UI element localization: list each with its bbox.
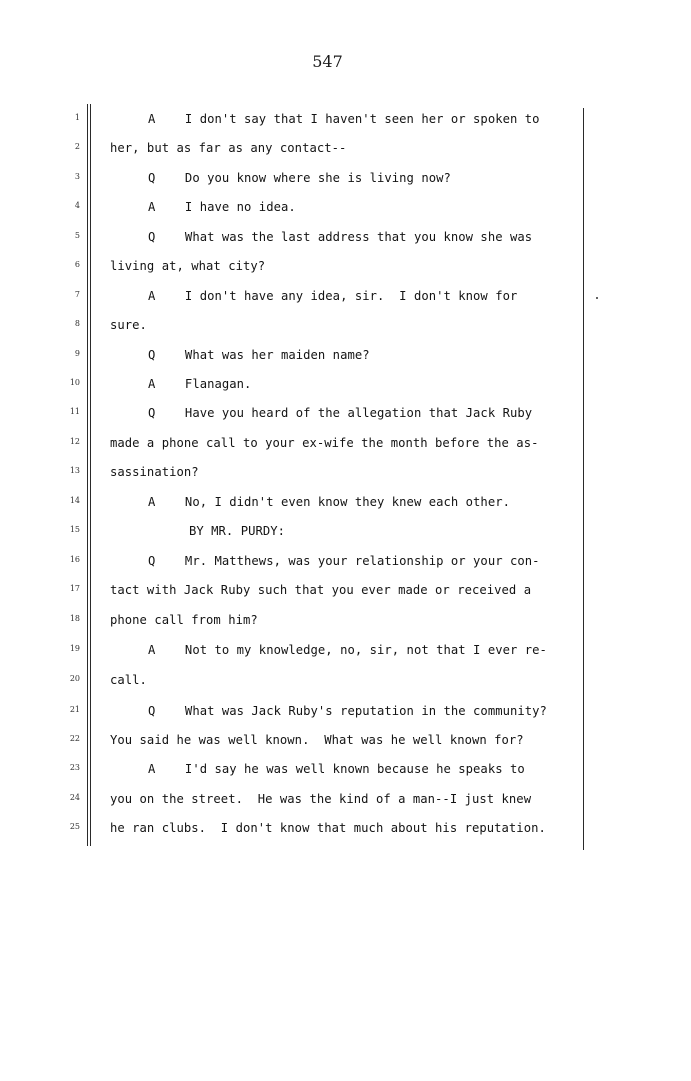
transcript-line xyxy=(0,112,600,132)
line-number: 11 xyxy=(69,407,80,416)
line-text: You said he was well known. What was he well known for? xyxy=(110,733,524,747)
transcript-line xyxy=(0,259,600,279)
line-text: made a phone call to your ex-wife the month before the as- xyxy=(110,436,539,450)
line-text: Q Mr. Matthews, was your relationship or your con- xyxy=(148,554,540,568)
line-number: 9 xyxy=(74,349,80,358)
line-number: 13 xyxy=(69,466,80,475)
line-text: phone call from him? xyxy=(110,613,258,627)
line-number: 4 xyxy=(74,201,80,210)
line-number: 22 xyxy=(69,734,80,743)
line-number: 1 xyxy=(74,113,80,122)
transcript-line xyxy=(0,377,600,397)
transcript-line xyxy=(0,465,600,485)
line-number: 25 xyxy=(69,822,80,831)
transcript-line xyxy=(0,436,600,456)
line-number: 24 xyxy=(69,793,80,802)
line-number: 16 xyxy=(69,555,80,564)
transcript-line xyxy=(0,524,600,544)
line-number: 12 xyxy=(69,437,80,446)
transcript-line xyxy=(0,230,600,250)
line-text: A Not to my knowledge, no, sir, not that I ever re- xyxy=(148,643,547,657)
line-text: A I have no idea. xyxy=(148,200,296,214)
transcript-line xyxy=(0,792,600,812)
transcript-line xyxy=(0,821,600,841)
transcript-line xyxy=(0,348,600,368)
transcript-line xyxy=(0,200,600,220)
transcript-line xyxy=(0,141,600,161)
line-number: 14 xyxy=(69,496,80,505)
transcript-line xyxy=(0,318,600,338)
line-text: A I don't say that I haven't seen her or spoken to xyxy=(148,112,540,126)
transcript-line xyxy=(0,583,600,603)
line-text: call. xyxy=(110,673,147,687)
line-text: Q Do you know where she is living now? xyxy=(148,171,451,185)
line-number: 23 xyxy=(69,763,80,772)
transcript-line xyxy=(0,171,600,191)
line-number: 10 xyxy=(69,378,80,387)
line-text: living at, what city? xyxy=(110,259,266,273)
transcript-line xyxy=(0,289,600,309)
transcript-line xyxy=(0,673,600,693)
line-number: 15 xyxy=(69,525,80,534)
line-number: 3 xyxy=(74,172,80,181)
line-text: her, but as far as any contact-- xyxy=(110,141,347,155)
line-text: A No, I didn't even know they knew each other. xyxy=(148,495,510,509)
line-number: 18 xyxy=(69,614,80,623)
line-text: sassination? xyxy=(110,465,199,479)
line-number: 2 xyxy=(74,142,80,151)
transcript-line xyxy=(0,762,600,782)
line-number: 6 xyxy=(74,260,80,269)
line-number: 5 xyxy=(74,231,80,240)
page-number: 547 xyxy=(312,52,343,71)
line-number: 19 xyxy=(69,644,80,653)
transcript-line xyxy=(0,406,600,426)
line-text: sure. xyxy=(110,318,147,332)
line-text: he ran clubs. I don't know that much about his reputation. xyxy=(110,821,546,835)
line-text: A Flanagan. xyxy=(148,377,252,391)
transcript-line xyxy=(0,733,600,753)
line-number: 8 xyxy=(74,319,80,328)
line-text: Q What was the last address that you know she was xyxy=(148,230,533,244)
line-text: tact with Jack Ruby such that you ever made or received a xyxy=(110,583,532,597)
transcript-line xyxy=(0,704,600,724)
line-number: 21 xyxy=(69,705,80,714)
line-text: A I don't have any idea, sir. I don't know for xyxy=(148,289,518,303)
line-number: 20 xyxy=(69,674,80,683)
transcript-line xyxy=(0,643,600,663)
transcript-line xyxy=(0,495,600,515)
line-text: A I'd say he was well known because he speaks to xyxy=(148,762,525,776)
line-text: Q What was Jack Ruby's reputation in the community? xyxy=(148,704,547,718)
line-number: 17 xyxy=(69,584,80,593)
line-text: Q Have you heard of the allegation that Jack Ruby xyxy=(148,406,533,420)
line-text: you on the street. He was the kind of a man--I just knew xyxy=(110,792,532,806)
line-text: Q What was her maiden name? xyxy=(148,348,370,362)
transcript-line xyxy=(0,554,600,574)
transcript-line xyxy=(0,613,600,633)
line-text: BY MR. PURDY: xyxy=(189,524,286,538)
line-number: 7 xyxy=(74,290,80,299)
